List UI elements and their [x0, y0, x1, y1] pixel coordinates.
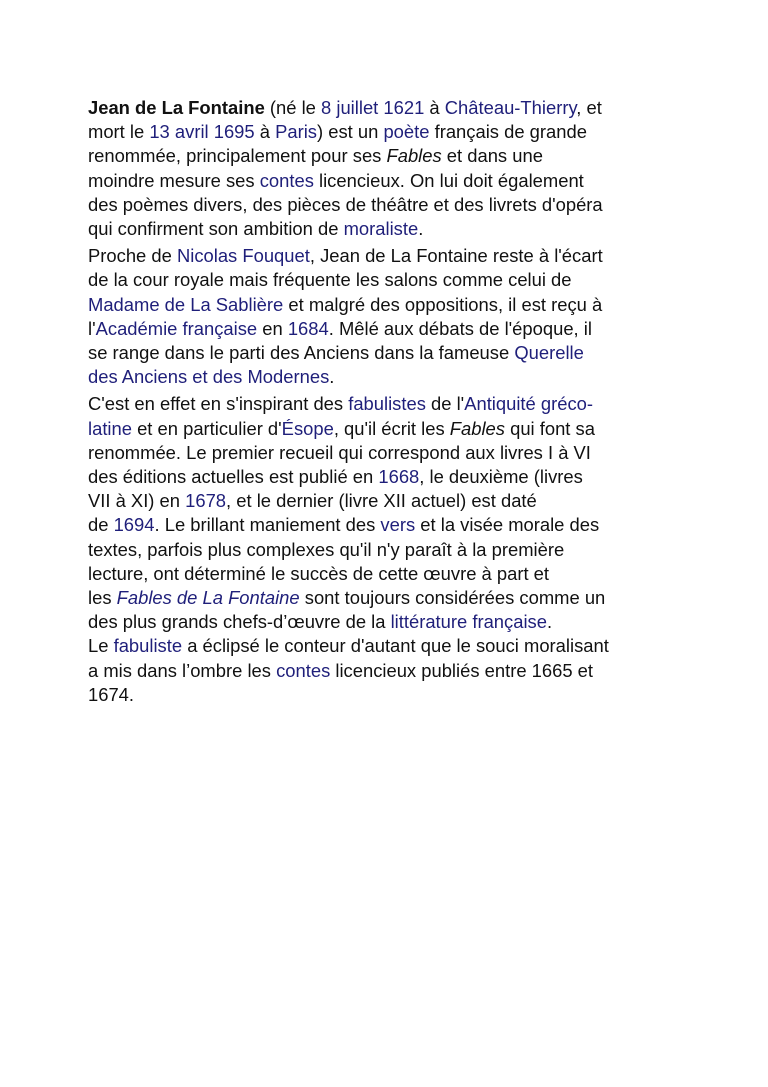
- text-line: [88, 169, 688, 193]
- wiki-link[interactable]: Madame de La Sablière: [88, 293, 284, 315]
- wiki-link[interactable]: fabulistes: [348, 393, 426, 415]
- wiki-link[interactable]: 1668: [378, 466, 420, 488]
- body-text: et malgré des oppositions, il est reçu à: [283, 293, 603, 315]
- body-text: en: [257, 317, 288, 339]
- text-line: [88, 417, 688, 441]
- text-line: [88, 193, 688, 217]
- wiki-link[interactable]: 13 avril 1695: [149, 121, 255, 143]
- text-line: [88, 634, 688, 658]
- body-text: l': [88, 317, 96, 339]
- body-text: des éditions actuelles est publié en: [88, 466, 379, 488]
- wiki-link[interactable]: 8 juillet 1621: [321, 97, 425, 118]
- text-line: [88, 610, 688, 634]
- text-line: [88, 659, 688, 683]
- body-text: (né le: [264, 97, 322, 118]
- text-line: [88, 562, 688, 586]
- text-line: [88, 96, 688, 120]
- body-text: .: [329, 366, 335, 388]
- paragraph: [88, 392, 688, 707]
- body-text: et en particulier d': [131, 417, 282, 439]
- body-text: , qu'il écrit les: [333, 417, 450, 439]
- body-text: licencieux. On lui doit également: [313, 169, 584, 191]
- wiki-link[interactable]: Antiquité gréco-: [464, 393, 594, 415]
- text-line: [88, 144, 688, 168]
- document-page: [88, 96, 688, 710]
- text-line: [88, 538, 688, 562]
- wiki-link[interactable]: fabuliste: [113, 635, 183, 657]
- wiki-link[interactable]: poète: [383, 121, 430, 143]
- body-text: des poèmes divers, des pièces de théâtre et des livrets d'opéra: [88, 193, 603, 215]
- wiki-link[interactable]: des Anciens et des Modernes: [88, 366, 330, 388]
- body-text: , le deuxième (livres: [419, 466, 583, 488]
- wiki-link[interactable]: contes: [276, 659, 331, 681]
- wiki-link[interactable]: Château-Thierry: [444, 97, 577, 118]
- body-text: des plus grands chefs-d’œuvre de la: [88, 611, 391, 633]
- body-text: sont toujours considérées comme un: [299, 587, 606, 609]
- body-text: 1674.: [88, 683, 135, 705]
- body-text: de la cour royale mais fréquente les salons comme celui de: [88, 269, 572, 291]
- body-text: ) est un: [317, 121, 384, 143]
- text-line: [88, 586, 688, 610]
- text-line: [88, 268, 688, 292]
- body-text: textes, parfois plus complexes qu'il n'y paraît à la première: [88, 538, 565, 560]
- text-line: [88, 465, 688, 489]
- text-line: [88, 513, 688, 537]
- body-text: renommée. Le premier recueil qui correspond aux livres I à VI: [88, 441, 591, 463]
- body-text: .: [418, 218, 424, 240]
- body-text: renommée, principalement pour ses: [88, 145, 387, 167]
- wiki-link[interactable]: moraliste: [343, 218, 419, 240]
- body-text: de: [88, 514, 114, 536]
- body-text: C'est en effet en s'inspirant des: [88, 393, 349, 415]
- wiki-link[interactable]: Fables de La Fontaine: [116, 587, 300, 609]
- wiki-link[interactable]: 1694: [113, 514, 155, 536]
- body-text: à: [254, 121, 276, 143]
- wiki-link[interactable]: vers: [380, 514, 416, 536]
- body-text: se range dans le parti des Anciens dans la fameuse: [88, 342, 515, 364]
- text-line: [88, 244, 688, 268]
- subject-name: Jean de La Fontaine: [88, 97, 265, 118]
- body-text: qui confirment son ambition de: [88, 218, 344, 240]
- text-line: [88, 441, 688, 465]
- body-text: VII à XI) en: [88, 490, 186, 512]
- body-text: à: [424, 97, 445, 118]
- italic-text: Fables: [449, 417, 505, 439]
- body-text: a mis dans l’ombre les: [88, 659, 277, 681]
- wiki-link[interactable]: latine: [88, 417, 132, 439]
- body-text: moindre mesure ses: [88, 169, 260, 191]
- wiki-link[interactable]: Querelle: [514, 342, 584, 364]
- text-line: [88, 120, 688, 144]
- body-text: et la visée morale des: [415, 514, 600, 536]
- paragraph: [88, 244, 688, 389]
- body-text: les: [88, 587, 117, 609]
- wiki-link[interactable]: contes: [259, 169, 314, 191]
- text-line: [88, 317, 688, 341]
- wiki-link[interactable]: Paris: [275, 121, 317, 143]
- text-line: [88, 392, 688, 416]
- body-text: licencieux publiés entre 1665 et: [330, 659, 594, 681]
- italic-text: Fables: [386, 145, 442, 167]
- body-text: qui font sa: [504, 417, 595, 439]
- text-line: [88, 341, 688, 365]
- wiki-link[interactable]: Ésope: [281, 417, 334, 439]
- wiki-link[interactable]: Académie française: [95, 317, 258, 339]
- body-text: lecture, ont déterminé le succès de cette œuvre à part et: [88, 562, 550, 584]
- body-text: , et: [576, 97, 602, 118]
- paragraph: [88, 96, 688, 241]
- body-text: .: [546, 611, 553, 633]
- body-text: mort le: [88, 121, 150, 143]
- wiki-link[interactable]: 1684: [287, 317, 329, 339]
- text-line: [88, 293, 688, 317]
- body-text: de l': [425, 393, 465, 415]
- body-text: , Jean de La Fontaine reste à l'écart: [309, 245, 603, 267]
- body-text: français de grande: [429, 121, 587, 143]
- text-line: [88, 489, 688, 513]
- body-text: et dans une: [441, 145, 543, 167]
- text-line: [88, 365, 688, 389]
- body-text: , et le dernier (livre XII actuel) est daté: [226, 490, 537, 512]
- wiki-link[interactable]: 1678: [185, 490, 227, 512]
- text-line: [88, 217, 688, 241]
- body-text: . Mêlé aux débats de l'époque, il: [328, 317, 592, 339]
- body-text: . Le brillant maniement des: [154, 514, 381, 536]
- body-text: Proche de: [88, 245, 177, 267]
- wiki-link[interactable]: Nicolas Fouquet: [176, 245, 310, 267]
- wiki-link[interactable]: littérature française: [390, 611, 547, 633]
- body-text: Le: [88, 635, 114, 657]
- text-line: [88, 683, 688, 707]
- body-text: a éclipsé le conteur d'autant que le souci moralisant: [182, 635, 609, 657]
